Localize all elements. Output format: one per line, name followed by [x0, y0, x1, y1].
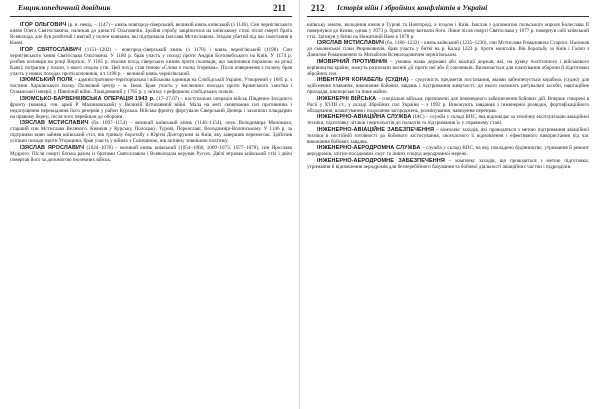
entry-continuation: київську землю, володіння князя в Турові та Новгороді, а згодом і Київ. Ізяслав з допомогою польського короля Болеслава II повернувся до Києва, однак у 1073 р. брати знову вигнали його. Лише після смерті Святослава у 1077 р. повернув собі київський стіл. Загинув у битві на Нежатиній Ниві в 1078 р.	[307, 22, 589, 41]
left-running-header	[10, 0, 292, 17]
entry-text: (1151–1202) – новгород-сіверський князь (з 1178) і князь чернігівський (1198). Син чернігівського князя Святослава Ольговича. У 1180 р. брав участь у поході проти Андрія Боголюбського на Київ. У 1174 р. розбив половців на річці Ворсклі. У 1185 р. очолив похід сіверських князів проти половців, що закінчився поразкою на річці Каялі; потрапив у полон, з якого згодом утік. Цей похід став темою «Слова о полку Ігоревім». Після повернення з полону брав участь у нових походах проти кочовиків, а з 1198 р. – великий князь чернігівський.	[10, 46, 292, 77]
entry-text: – комплекс заходів, які проводяться з метою підтримання авіаційної техніки в постійній готовності до бойового застосування, своєчасного її відновлення і ефективного використання під час виконання бойових завдань.	[307, 126, 589, 145]
entry-headword: ІМОВІРНИЙ ПРОТИВНИК	[317, 58, 388, 65]
entry-headword: ІНЖЕНЕРНО-АЕРОДРОМНА СЛУЖБА	[317, 145, 421, 152]
encyclopedia-entry	[10, 77, 292, 95]
entry-text: – комплекс заходів, що проводяться з метою підготовки, утримання й відновлення аеродромів для безперебійного базування та бойової діяльності авіаційних частин і підрозділів.	[307, 157, 589, 170]
encyclopedia-entry	[10, 47, 292, 77]
entry-text: – адміністративно-територіальна і військова одиниця на Слобідській Україні. Утворений у 1685 р. з частини Харківського полку. Полковий центр – м. Ізюм. Брав участь у численних походах проти Кримського ханства і Османської імперії, у Північній війні. Ліквідований у 1765 р. у зв'язку з реформою слобідських полків.	[10, 77, 292, 96]
encyclopedia-entry	[10, 96, 292, 120]
encyclopedia-entry	[307, 59, 589, 77]
left-page	[10, 0, 292, 409]
entry-headword: ІНЖЕНЕРНО-АЕРОДРОМНЕ ЗАБЕЗПЕЧЕННЯ	[317, 157, 445, 164]
entry-headword: ІЗЯСЛАВ ЯРОСЛАВИЧ	[20, 144, 85, 151]
encyclopedia-entry	[307, 96, 589, 114]
left-page-body	[10, 17, 292, 163]
entry-text: – служба у складі ВПС, на яку покладено будівництво, утримання й ремонт аеродромів, злітно-посадкових смуг та інших споруд аеродромної мережі.	[307, 145, 589, 158]
entry-text: (ІАС) – служба у складі ВПС, яка відповідає за технічну експлуатацію авіаційної техніки, підготовку літаків і вертольотів до польотів та підтримання їх у справному стані.	[307, 114, 589, 127]
entry-headword: ІЗЮМСЬКО-БАРВЕНКІВСЬКА ОПЕРАЦІЯ 1943 р.	[20, 95, 155, 102]
encyclopedia-entry	[10, 145, 292, 163]
entry-headword: ІЗЯСЛАВ МСТИСЛАВИЧ	[20, 120, 89, 127]
entry-headword: ІГОР ОЛЬГОВИЧ	[20, 22, 67, 28]
right-page	[307, 0, 589, 409]
right-header-title: Історія війн і збройних конфліктів в Україні	[337, 3, 488, 12]
right-running-header	[307, 0, 589, 17]
entry-headword: ІНЖЕНЕРНО-АВІАЦІЙНА СЛУЖБА	[317, 114, 412, 121]
entry-text: – спеціальні війська, призначені для інженерного забезпечення бойових дій. Вперше створені в Росії у XVIII ст.; у складі Збройних сил України – з 1992 р. Виконують завдання з інженерної розвідки, фортифікаційного обладнання, влаштування і подолання загороджень, розмінування, наведення переправ.	[307, 95, 589, 114]
left-header-title: Енциклопедичний довідник	[18, 3, 111, 12]
entry-text: (бл. 1186–1233) – князь київський (1235–1236), син Мстислава Романовича Старого. Належав до смоленської гілки Рюриковичів, брав участь у битві на р. Калці 1223 р. проти монголів. Вів боротьбу за Київ і Галич з Данилом Романовичем та Михайлом Всеволодовичем чернігівським.	[307, 40, 589, 59]
encyclopedia-entry	[307, 77, 589, 95]
entry-text: (17–27.07) – наступальна операція військ Південно-Західного фронту (команд. ген. армії Р. Малиновський) у Великій Вітчизняній війні. Мала на меті сковування сил противника і недопущення перекидання його резервів у район Курська. Війська фронту форсували Сіверський Донець і захопили плацдарми на правому березі, після чого перейшли до оборони.	[10, 95, 292, 120]
encyclopedia-entry	[10, 120, 292, 144]
entry-headword: ІНВЕНТАРЯ КОРАБЕЛЬ (СУДНА)	[317, 77, 409, 84]
entry-text: (р. н. невід. – 1147) – князь новгород-сіверський, великий князь київський (з 1146). Син чернігівського князя Олега Святославича, належав до династії Ольговичів. Зробив спробу закріпитися на київському столі після смерті брата Всеволода, але був розбитий і взятий у полон киянами, які підтримали Ізяслава Мстиславича. Згодом убитий під час повстання в Києві.	[10, 22, 292, 47]
entry-text: (бл. 1097–1154) – великий київський князь (1146–1154), онук Володимира Мономаха, старший син Мстислава Великого. Княжив у Курську, Полоцьку, Турові, Переяславі, Володимирі-Волинському. У 1146 р. за підтримки киян зайняв київський стіл, вів тривалу боротьбу з Юрієм Долгоруким за Київ, яку завершив перемогою. Здійснив успішні походи проти Угорщини, брав участь у війнах з Галичиною, вів активну зовнішню політику.	[10, 120, 292, 145]
right-page-number: 212	[311, 3, 325, 13]
encyclopedia-entry	[307, 114, 589, 126]
encyclopedia-entry	[307, 158, 589, 170]
entry-headword: ІНЖЕНЕРНО-АВІАЦІЙНЕ ЗАБЕЗПЕЧЕННЯ	[317, 126, 435, 133]
encyclopedia-entry	[307, 40, 589, 58]
entry-headword: ІНЖЕНЕРНІ ВІЙСЬКА	[317, 95, 377, 102]
right-page-body	[307, 17, 589, 170]
encyclopedia-entry	[307, 145, 589, 157]
entry-text: (1024–1078) – великий князь київський (1054–1068, 1069–1073, 1077–1078), син Ярослава Мудрого. Після смерті батька разом із братами Святославом і Всеволодом керував Руссю. Двічі втрачав київський стіл і двічі повертав його за допомогою іноземних військ.	[10, 144, 292, 163]
entry-text: – умовна назва держави або коаліції держав, які, на думку політичного і військового керівництва країни, можуть розпочати воєнні дії проти неї або її союзників. Визначається для планування оборони й підготовки збройних сил.	[307, 58, 589, 77]
encyclopedia-entry	[307, 127, 589, 145]
entry-headword: ІЗЯСЛАВ МСТИСЛАВИЧ	[317, 40, 384, 47]
encyclopedia-entry	[10, 22, 292, 46]
entry-text: – сукупність предметів постачання, якими забезпечується корабель (судно) для здійснення плавання, виконання бойових завдань і підтримання живучості; до нього належать рятувальні засоби, навігаційне приладдя, шкіперське та інше майно.	[307, 77, 589, 96]
page-gutter	[299, 0, 300, 409]
left-page-number: 211	[272, 3, 286, 13]
entry-headword: ІЗЮМСЬКИЙ ПОЛК	[20, 77, 73, 84]
entry-headword: ІГОР СВЯТОСЛАВИЧ	[20, 46, 82, 53]
